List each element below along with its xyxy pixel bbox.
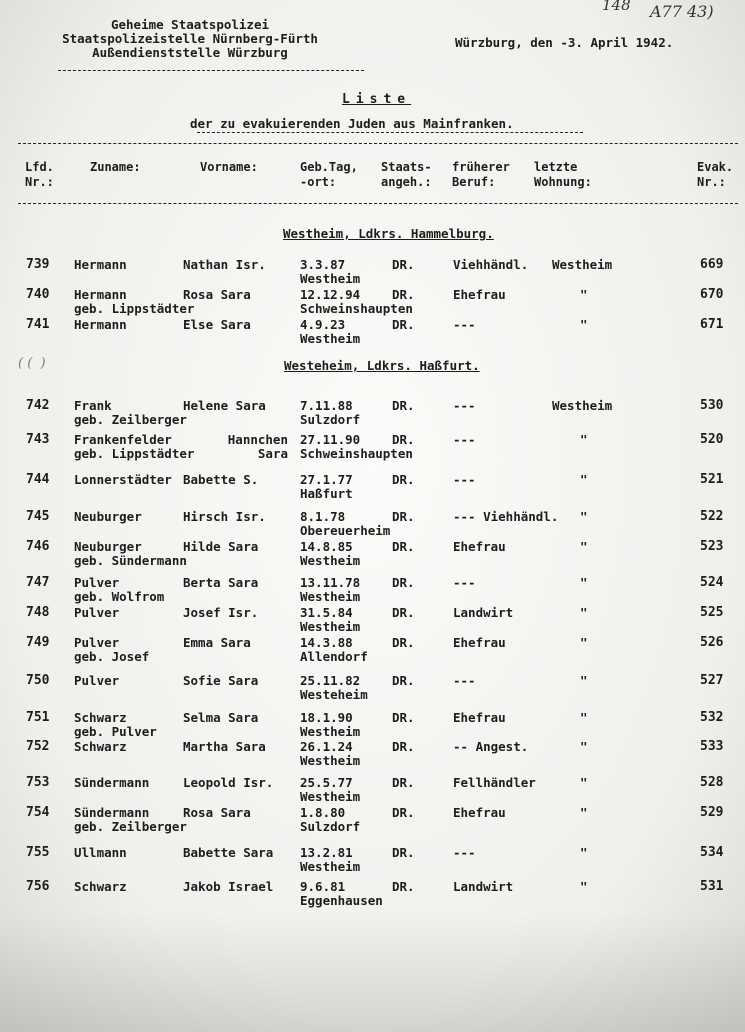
row-number: 747 [26, 575, 50, 590]
birth-date: 8.1.78 [300, 509, 346, 524]
former-occupation: Landwirt [453, 879, 514, 894]
scan-shadow [0, 912, 745, 1032]
last-residence: " [580, 879, 588, 894]
evacuation-number: 521 [700, 472, 724, 487]
place-date: Würzburg, den -3. April 1942. [455, 35, 674, 50]
evacuation-number: 527 [700, 673, 724, 688]
nationality: DR. [392, 673, 415, 688]
birth-date: 13.11.78 [300, 575, 361, 590]
nationality: DR. [392, 635, 415, 650]
row-number: 748 [26, 605, 50, 620]
document-subtitle: der zu evakuierenden Juden aus Mainfranken. [190, 116, 514, 131]
evacuation-number: 534 [700, 845, 724, 860]
nationality: DR. [392, 257, 415, 272]
archive-mark: 148 [602, 0, 631, 14]
row-number: 745 [26, 509, 50, 524]
evacuation-number: 533 [700, 739, 724, 754]
evacuation-number: 671 [700, 317, 724, 332]
surname: Pulver [74, 673, 120, 688]
birth-date: 13.2.81 [300, 845, 353, 860]
last-residence: " [580, 432, 588, 447]
maiden-name: geb. Pulver [74, 724, 157, 739]
surname: Ullmann [74, 845, 127, 860]
last-residence: " [580, 539, 588, 554]
row-number: 742 [26, 398, 50, 413]
former-occupation: --- [453, 845, 476, 860]
surname: Lonnerstädter [74, 472, 172, 487]
first-name: Rosa Sara [183, 287, 251, 302]
nationality: DR. [392, 845, 415, 860]
first-name: Hilde Sara [183, 539, 259, 554]
last-residence: " [580, 739, 588, 754]
birth-place: Westheim [300, 553, 361, 568]
evacuation-number: 530 [700, 398, 724, 413]
row-number: 752 [26, 739, 50, 754]
last-residence: Westheim [552, 257, 613, 272]
first-name: Leopold Isr. [183, 775, 274, 790]
first-name: Helene Sara [183, 398, 266, 413]
last-residence: " [580, 805, 588, 820]
birth-date: 25.11.82 [300, 673, 361, 688]
first-name: Jakob Israel [183, 879, 274, 894]
col-vorname: Vorname: [200, 160, 258, 174]
birth-place: Westheim [300, 619, 361, 634]
surname: Sündermann [74, 805, 150, 820]
birth-date: 31.5.84 [300, 605, 353, 620]
surname: Hermann [74, 317, 127, 332]
birth-place: Obereuerheim [300, 523, 391, 538]
evacuation-number: 531 [700, 879, 724, 894]
evacuation-number: 520 [700, 432, 724, 447]
row-number: 755 [26, 845, 50, 860]
last-residence: " [580, 673, 588, 688]
surname: Pulver [74, 635, 120, 650]
birth-date: 14.3.88 [300, 635, 353, 650]
birth-date: 4.9.23 [300, 317, 346, 332]
last-residence: " [580, 575, 588, 590]
evacuation-number: 526 [700, 635, 724, 650]
first-name: Sofie Sara [183, 673, 259, 688]
nationality: DR. [392, 398, 415, 413]
nationality: DR. [392, 287, 415, 302]
last-residence: " [580, 472, 588, 487]
maiden-name: geb. Josef [74, 649, 150, 664]
nationality: DR. [392, 605, 415, 620]
col-evak: Evak. Nr.: [697, 160, 734, 189]
surname: Pulver [74, 575, 120, 590]
evacuation-number: 670 [700, 287, 724, 302]
surname: Schwarz [74, 739, 127, 754]
nationality: DR. [392, 739, 415, 754]
maiden-name: geb. Zeilberger [74, 412, 187, 427]
former-occupation: --- [453, 673, 476, 688]
section-heading: Westeheim, Ldkrs. Haßfurt. [284, 358, 480, 373]
agency-line-1: Geheime Staatspolizei [110, 17, 270, 32]
surname: Schwarz [74, 879, 127, 894]
birth-date: 27.1.77 [300, 472, 353, 487]
birth-date: 26.1.24 [300, 739, 353, 754]
birth-place: Haßfurt [300, 486, 353, 501]
evacuation-number: 525 [700, 605, 724, 620]
nationality: DR. [392, 472, 415, 487]
last-residence: " [580, 845, 588, 860]
nationality: DR. [392, 775, 415, 790]
last-residence: " [580, 605, 588, 620]
birth-place: Sulzdorf [300, 819, 361, 834]
former-occupation: --- [453, 575, 476, 590]
first-name: Hannchen Sara [227, 432, 288, 461]
birth-place: Westheim [300, 331, 361, 346]
first-name: Hirsch Isr. [183, 509, 266, 524]
evacuation-number: 524 [700, 575, 724, 590]
former-occupation: --- [453, 432, 476, 447]
section-heading: Westheim, Ldkrs. Hammelburg. [283, 226, 494, 241]
surname: Neuburger [74, 539, 142, 554]
nationality: DR. [392, 432, 415, 447]
first-name: Babette S. [183, 472, 259, 487]
header-bottom-rule [18, 203, 738, 204]
row-number: 750 [26, 673, 50, 688]
first-name: Nathan Isr. [183, 257, 266, 272]
birth-date: 12.12.94 [300, 287, 361, 302]
archive-reference: A77 43) [650, 2, 714, 21]
surname: Schwarz [74, 710, 127, 725]
last-residence: " [580, 287, 588, 302]
last-residence: " [580, 710, 588, 725]
surname: Pulver [74, 605, 120, 620]
first-name: Martha Sara [183, 739, 266, 754]
col-zuname: Zuname: [90, 160, 141, 174]
former-occupation: Ehefrau [453, 287, 506, 302]
nationality: DR. [392, 539, 415, 554]
letterhead [40, 18, 340, 60]
first-name: Else Sara [183, 317, 251, 332]
row-number: 756 [26, 879, 50, 894]
former-occupation: --- [453, 398, 476, 413]
first-name: Josef Isr. [183, 605, 259, 620]
birth-date: 1.8.80 [300, 805, 346, 820]
birth-place: Westheim [300, 789, 361, 804]
birth-place: Westheim [300, 859, 361, 874]
nationality: DR. [392, 317, 415, 332]
birth-place: Allendorf [300, 649, 368, 664]
last-residence: " [580, 317, 588, 332]
former-occupation: Viehhändl. [453, 257, 529, 272]
first-name: Emma Sara [183, 635, 251, 650]
maiden-name: geb. Wolfrom [74, 589, 165, 604]
birth-place: Eggenhausen [300, 893, 383, 908]
nationality: DR. [392, 710, 415, 725]
row-number: 754 [26, 805, 50, 820]
col-lfd: Lfd. Nr.: [25, 160, 54, 189]
row-number: 741 [26, 317, 50, 332]
last-residence: Westheim [552, 398, 613, 413]
col-geburt: Geb.Tag, -ort: [300, 160, 358, 189]
birth-date: 27.11.90 [300, 432, 361, 447]
last-residence: " [580, 775, 588, 790]
margin-mark: ( ( ) [18, 356, 46, 371]
birth-place: Sulzdorf [300, 412, 361, 427]
former-occupation: --- [453, 472, 476, 487]
first-name: Rosa Sara [183, 805, 251, 820]
maiden-name: geb. Sündermann [74, 553, 187, 568]
birth-place: Westheim [300, 724, 361, 739]
evacuation-number: 669 [700, 257, 724, 272]
former-occupation: Ehefrau [453, 805, 506, 820]
agency-line-2: Staatspolizeistelle Nürnberg-Fürth [62, 31, 318, 46]
row-number: 746 [26, 539, 50, 554]
birth-place: Schweinshaupten [300, 446, 413, 461]
surname: Hermann [74, 287, 127, 302]
maiden-name: geb. Zeilberger [74, 819, 187, 834]
col-wohnung: letzte Wohnung: [534, 160, 592, 189]
former-occupation: --- [453, 317, 476, 332]
row-number: 740 [26, 287, 50, 302]
surname: Hermann [74, 257, 127, 272]
row-number: 739 [26, 257, 50, 272]
row-number: 744 [26, 472, 50, 487]
former-occupation: -- Angest. [453, 739, 529, 754]
maiden-name: geb. Lippstädter [74, 446, 195, 461]
row-number: 743 [26, 432, 50, 447]
birth-date: 7.11.88 [300, 398, 353, 413]
col-staatsangehoerigkeit: Staats- angeh.: [381, 160, 432, 189]
evacuation-number: 528 [700, 775, 724, 790]
agency-line-3: Außendienststelle Würzburg [92, 45, 288, 60]
nationality: DR. [392, 509, 415, 524]
birth-place: Westeheim [300, 687, 368, 702]
row-number: 749 [26, 635, 50, 650]
evacuation-number: 532 [700, 710, 724, 725]
birth-date: 3.3.87 [300, 257, 346, 272]
former-occupation: Ehefrau [453, 635, 506, 650]
birth-place: Westheim [300, 589, 361, 604]
former-occupation: Ehefrau [453, 710, 506, 725]
birth-date: 25.5.77 [300, 775, 353, 790]
last-residence: " [580, 509, 588, 524]
birth-place: Westheim [300, 753, 361, 768]
nationality: DR. [392, 879, 415, 894]
row-number: 751 [26, 710, 50, 725]
maiden-name: geb. Lippstädter [74, 301, 195, 316]
nationality: DR. [392, 805, 415, 820]
last-residence: " [580, 635, 588, 650]
row-number: 753 [26, 775, 50, 790]
evacuation-number: 523 [700, 539, 724, 554]
first-name: Berta Sara [183, 575, 259, 590]
former-occupation: Ehefrau [453, 539, 506, 554]
birth-place: Schweinshaupten [300, 301, 413, 316]
birth-place: Westheim [300, 271, 361, 286]
former-occupation: Landwirt [453, 605, 514, 620]
letterhead-underline [58, 70, 364, 71]
evacuation-number: 529 [700, 805, 724, 820]
former-occupation: --- Viehhändl. [453, 509, 559, 524]
document-title: Liste [342, 92, 412, 107]
birth-date: 18.1.90 [300, 710, 353, 725]
col-beruf: früherer Beruf: [452, 160, 510, 189]
surname: Sündermann [74, 775, 150, 790]
table-top-rule [18, 143, 738, 144]
first-name: Selma Sara [183, 710, 259, 725]
former-occupation: Fellhändler [453, 775, 536, 790]
birth-date: 9.6.81 [300, 879, 346, 894]
surname: Frankenfelder [74, 432, 172, 447]
birth-date: 14.8.85 [300, 539, 353, 554]
surname: Frank [74, 398, 112, 413]
surname: Neuburger [74, 509, 142, 524]
first-name: Babette Sara [183, 845, 274, 860]
nationality: DR. [392, 575, 415, 590]
evacuation-number: 522 [700, 509, 724, 524]
subtitle-underline [197, 132, 583, 133]
